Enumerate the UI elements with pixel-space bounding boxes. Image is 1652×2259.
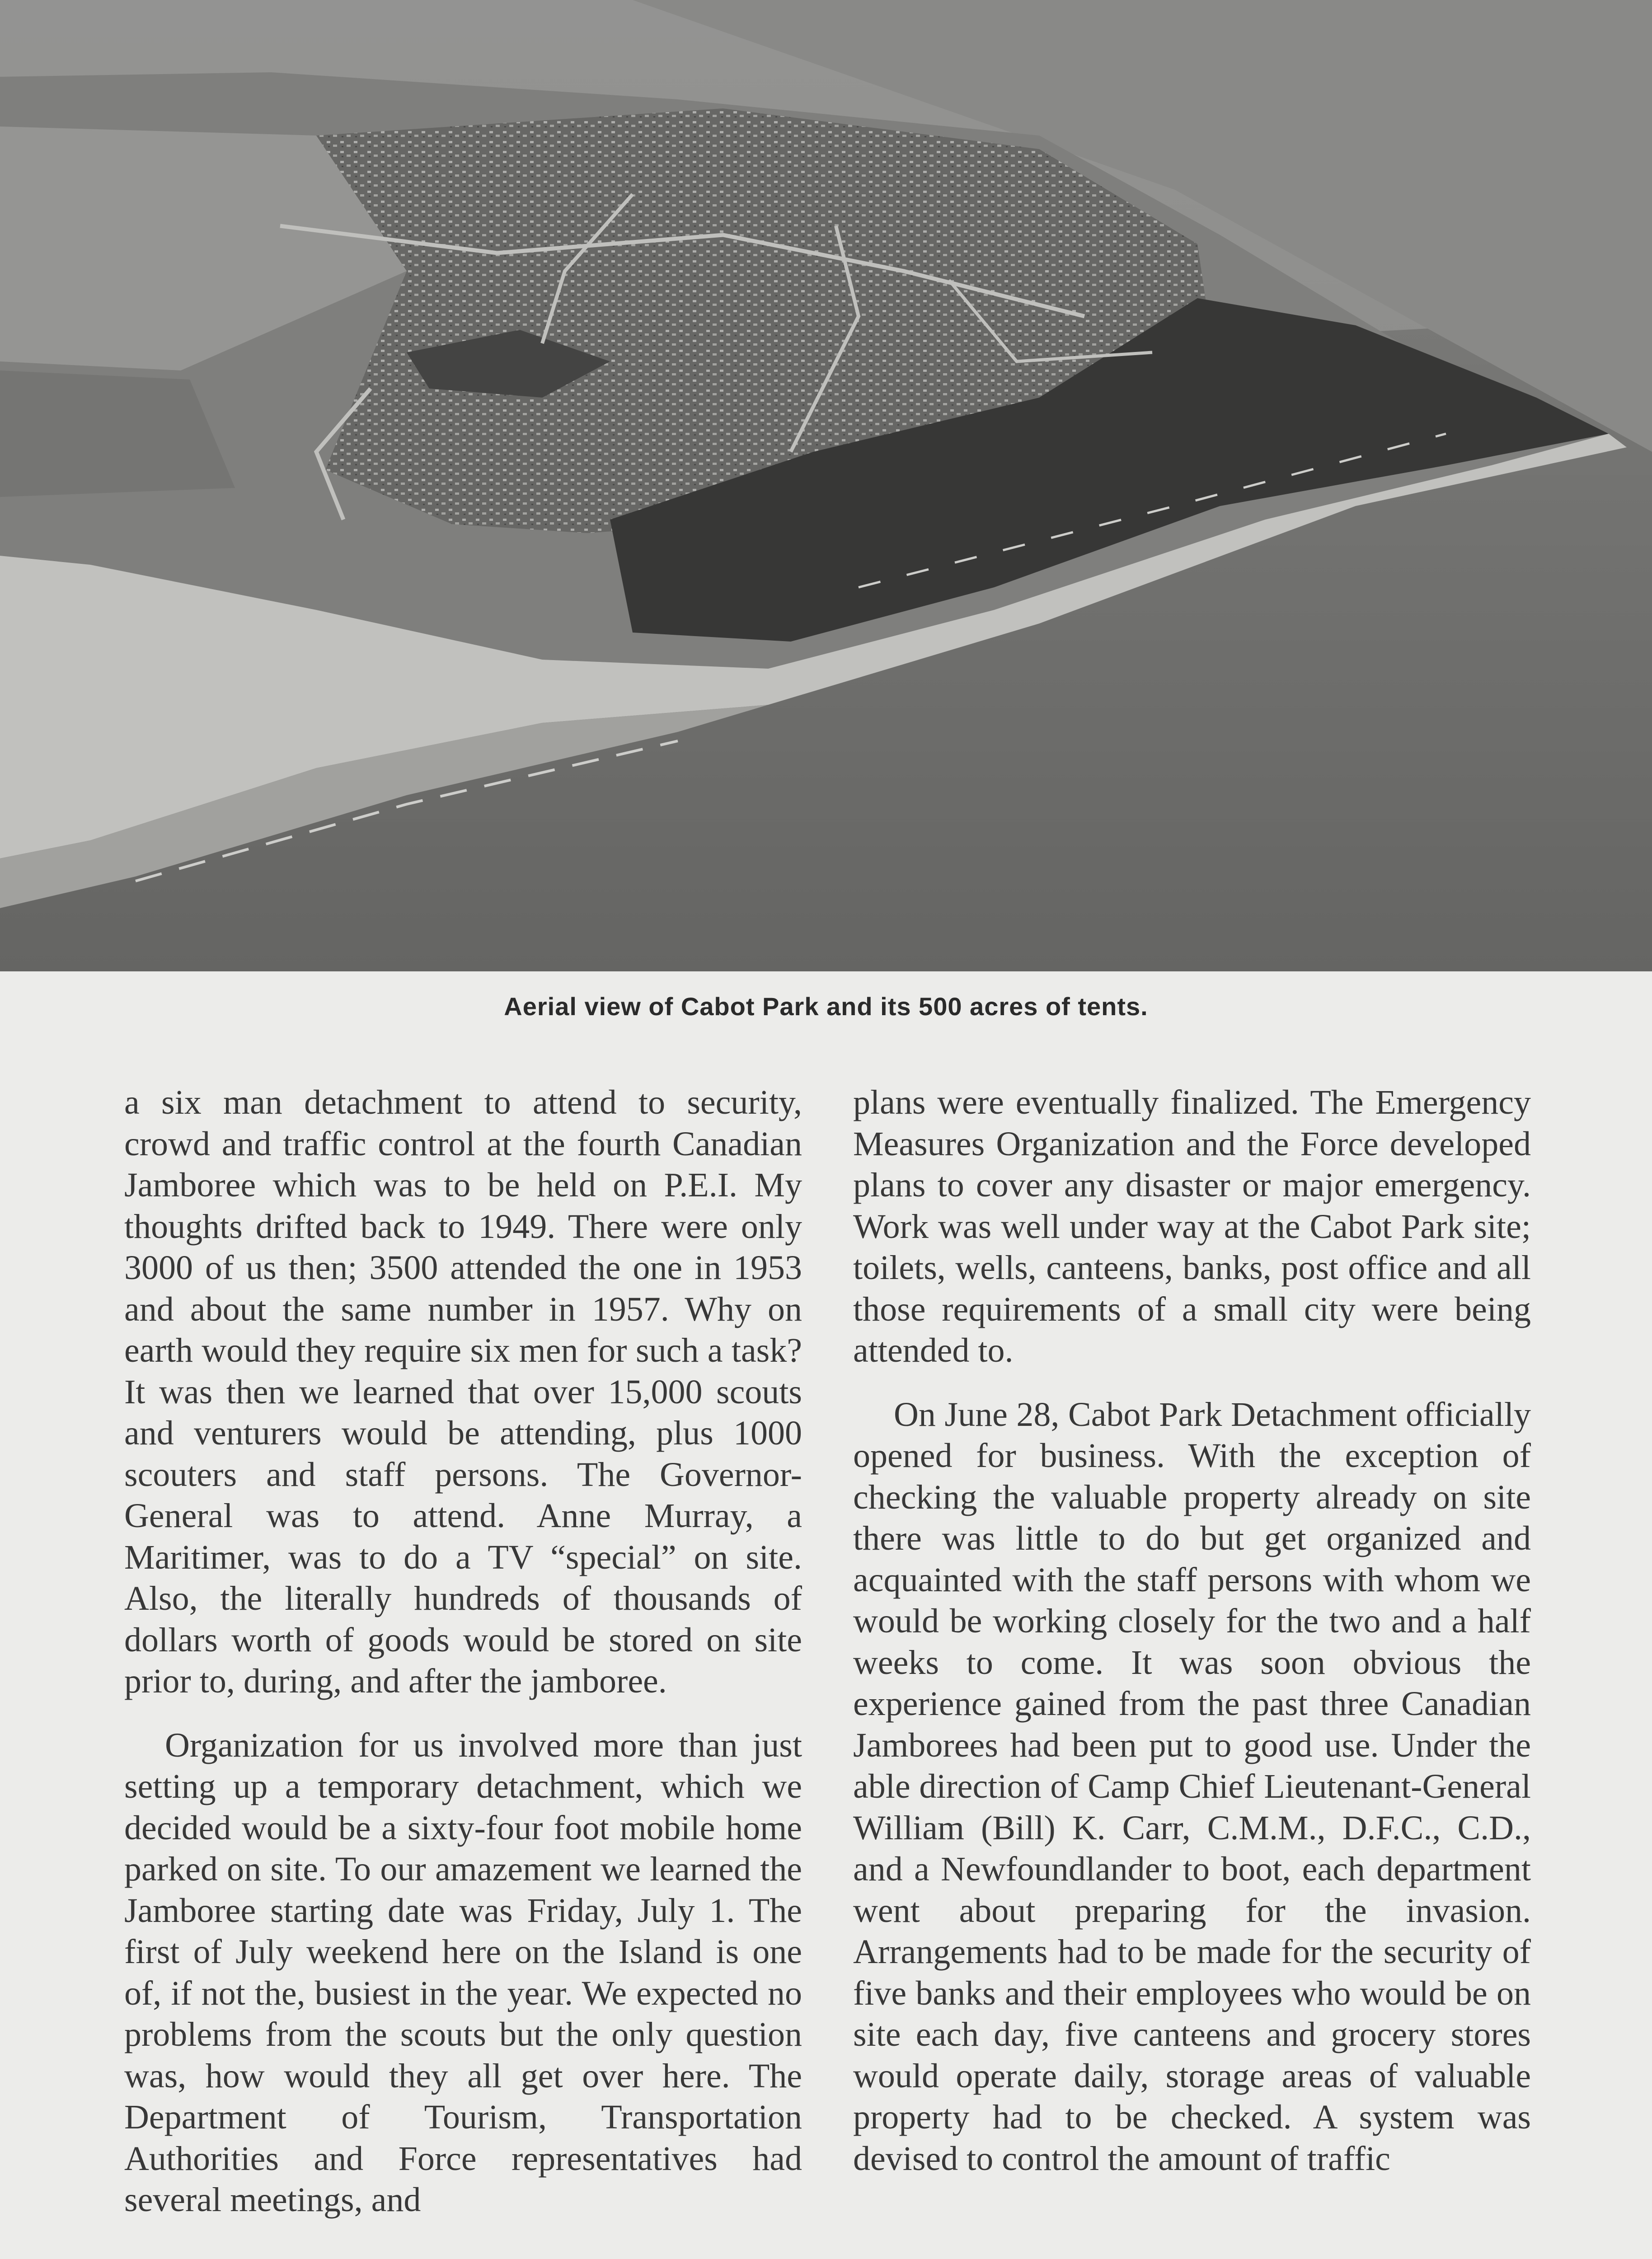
right-column bbox=[853, 1082, 1531, 2179]
aerial-photo bbox=[0, 0, 1652, 971]
paragraph: plans were eventually finalized. The Emergency Measures Organization and the Force developed plans to cover any disaster or major emergency. Work was well under way at the Cabot Park site; toilets, wells, canteens, banks, post office and all those requirements of a small city were being attended to. bbox=[853, 1083, 1531, 1369]
paragraph: Organization for us involved more than just setting up a temporary detachment, which we decided would be a sixty-four foot mobile home parked on site. To our amazement we learned the Jamboree starting date was Friday, July 1. The first of July weekend here on the Island is one of, if not the, busiest in the year. We expected no problems from the scouts but the only question was, how would they all get over here. The Department of Tourism, Transportation Authorities and Force representatives had several meetings, and bbox=[124, 1726, 802, 2219]
paragraph: On June 28, Cabot Park Detachment officially opened for business. With the exception of checking the valuable property already on site there was little to do but get organized and acquainted with the staff persons with whom we would be working closely for the two and a half weeks to come. It was soon obvious the experience gained from the past three Canadian Jamborees had been put to good use. Under the able direction of Camp Chief Lieutenant-General William (Bill) K. Carr, C.M.M., D.F.C., C.D., and a Newfoundlander to boot, each department went about preparing for the invasion. Arrangements had to be made for the security of five banks and their employees who would be on site each day, five canteens and grocery stores would operate daily, storage areas of valuable property had to be checked. A system was devised to control the amount of traffic bbox=[853, 1395, 1531, 2178]
left-column bbox=[124, 1082, 802, 2221]
paragraph: a six man detachment to attend to security, crowd and traffic control at the fourth Canadian Jamboree which was to be held on P.E.I. My thoughts drifted back to 1949. There were only 3000 of us then; 3500 attended the one in 1953 and about the same number in 1957. Why on earth would they require six men for such a task? It was then we learned that over 15,000 scouts and venturers would be attending, plus 1000 scouters and staff persons. The Governor-General was to attend. Anne Murray, a Maritimer, was to do a TV “special” on site. Also, the literally hundreds of thousands of dollars worth of goods would be stored on site prior to, during, and after the jamboree. bbox=[124, 1083, 802, 1700]
photo-caption: Aerial view of Cabot Park and its 500 acres of tents. bbox=[504, 992, 1148, 1021]
